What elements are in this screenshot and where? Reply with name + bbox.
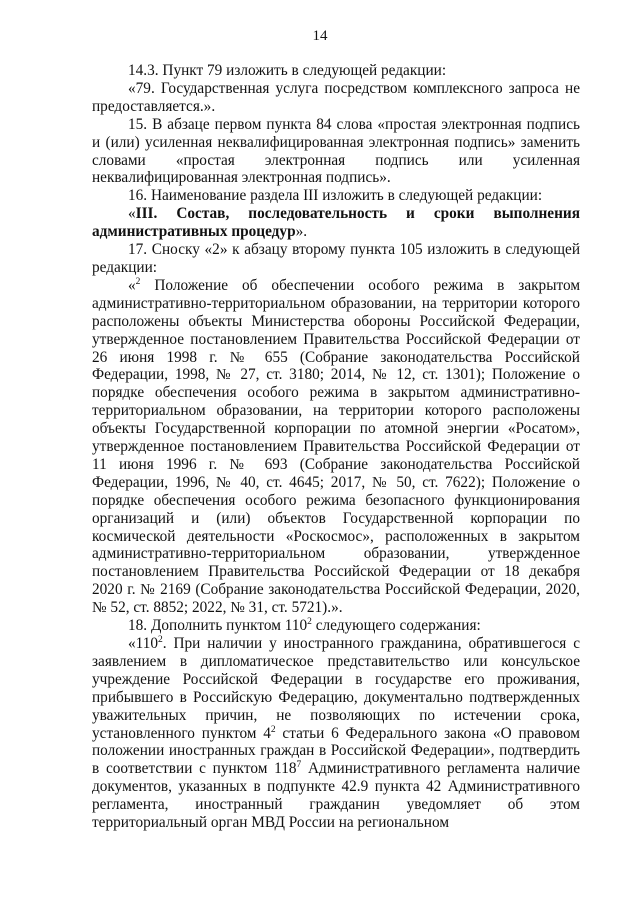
paragraph-15: 15. В абзаце первом пункта 84 слова «простая электронная подпись и (или) усиленная неквалифицированная электронная подпись» заменить словами «простая электронная подпись или усиленная неквалифицированная электронная подпись».	[92, 115, 580, 187]
paragraph-18-sup: 2	[307, 617, 312, 628]
paragraph-17: 17. Сноску «2» к абзацу второму пункта 105 изложить в следующей редакции:	[92, 241, 580, 276]
paragraph-18	[92, 617, 580, 635]
p110-sup-2: 2	[270, 724, 276, 735]
paragraph-79-text: «79. Государственная услуга посредством комплексного запроса не предоставляется.».	[92, 79, 580, 115]
page-number: 14	[312, 28, 328, 44]
paragraph-18-lead: 18. Дополнить пунктом 110	[128, 617, 308, 635]
footnote-body: Положение об обеспечении особого режима в закрытом административно-территориальном образовании, на территории которого расположены объекты Министерства обороны Российской Федерации, утвержденное постановлением Правительства Российской Федерации от 26 июня 1998 г. № 655 (Собрание законодательства Российской Федерации, 1998, № 27, ст. 3180; 2014, № 12, ст. 1301); Положение о порядке обеспечения особого режима в закрытом административно-территориальном образовании, на территории которого расположены объекты Государственной корпорации по атомной энергии «Росатом», утвержденное постановлением Правительства Российской Федерации от 11 июня 1996 г. № 693 (Собрание законодательства Российской Федерации, 1996, № 40, ст. 4645; 2017, № 50, ст. 7622); Положение о порядке обеспечения особого режима безопасного функционирования организаций и (или) объектов Государственной корпорации по космической деятельности «Роскосмос», расположенных в закрытом административно-территориальном образовании, утвержденное постановлением Правительства Российской Федерации от 18 декабря 2020 г. № 2169 (Собрание законодательства Российской Федерации, 2020, № 52, ст. 8852; 2022, № 31, ст. 5721).».	[92, 276, 580, 617]
section-title: III. Состав, последовательность и сроки выполнения административных процедур	[92, 205, 580, 241]
open-quote: «	[128, 205, 136, 223]
footnote-2-text	[92, 277, 580, 617]
paragraph-14-3: 14.3. Пункт 79 изложить в следующей редакции:	[128, 62, 447, 79]
p110-part-3: статьи 6 Федерального закона «О правовом положении иностранных граждан в Российской Федерации», подтвердить в соответствии с пунктом 118	[92, 724, 580, 778]
p110-part-4: Административного регламента наличие документов, указанных в подпункте 42.9 пункта 42 Административного регламента, иностранный гражданин уведомляет об этом территориальный орган МВД России на региональном	[92, 760, 580, 832]
p110-sup-1: 2	[158, 635, 163, 645]
paragraph-110-2	[92, 635, 580, 832]
paragraph-18-tail: следующего содержания:	[311, 617, 481, 635]
section-title-paragraph	[92, 205, 580, 241]
document-body	[92, 62, 580, 832]
footnote-marker: 2	[135, 276, 141, 287]
p110-part-1: «110	[128, 635, 159, 652]
close-quote: ».	[295, 223, 308, 241]
p110-part-2: . При наличии у иностранного гражданина, обратившегося с заявлением в дипломатическое представительство или консульское учреждение Российской Федерации в государстве его проживания, прибывшего в Российскую Федерацию, документально подтвержденных уважительных причин, не позволяющих по истечении срока, установленного пунктом 4	[92, 635, 580, 742]
paragraph-16: 16. Наименование раздела III изложить в следующей редакции:	[128, 187, 543, 205]
p110-sup-3: 7	[296, 760, 302, 771]
footnote-open-quote: «	[128, 276, 136, 294]
